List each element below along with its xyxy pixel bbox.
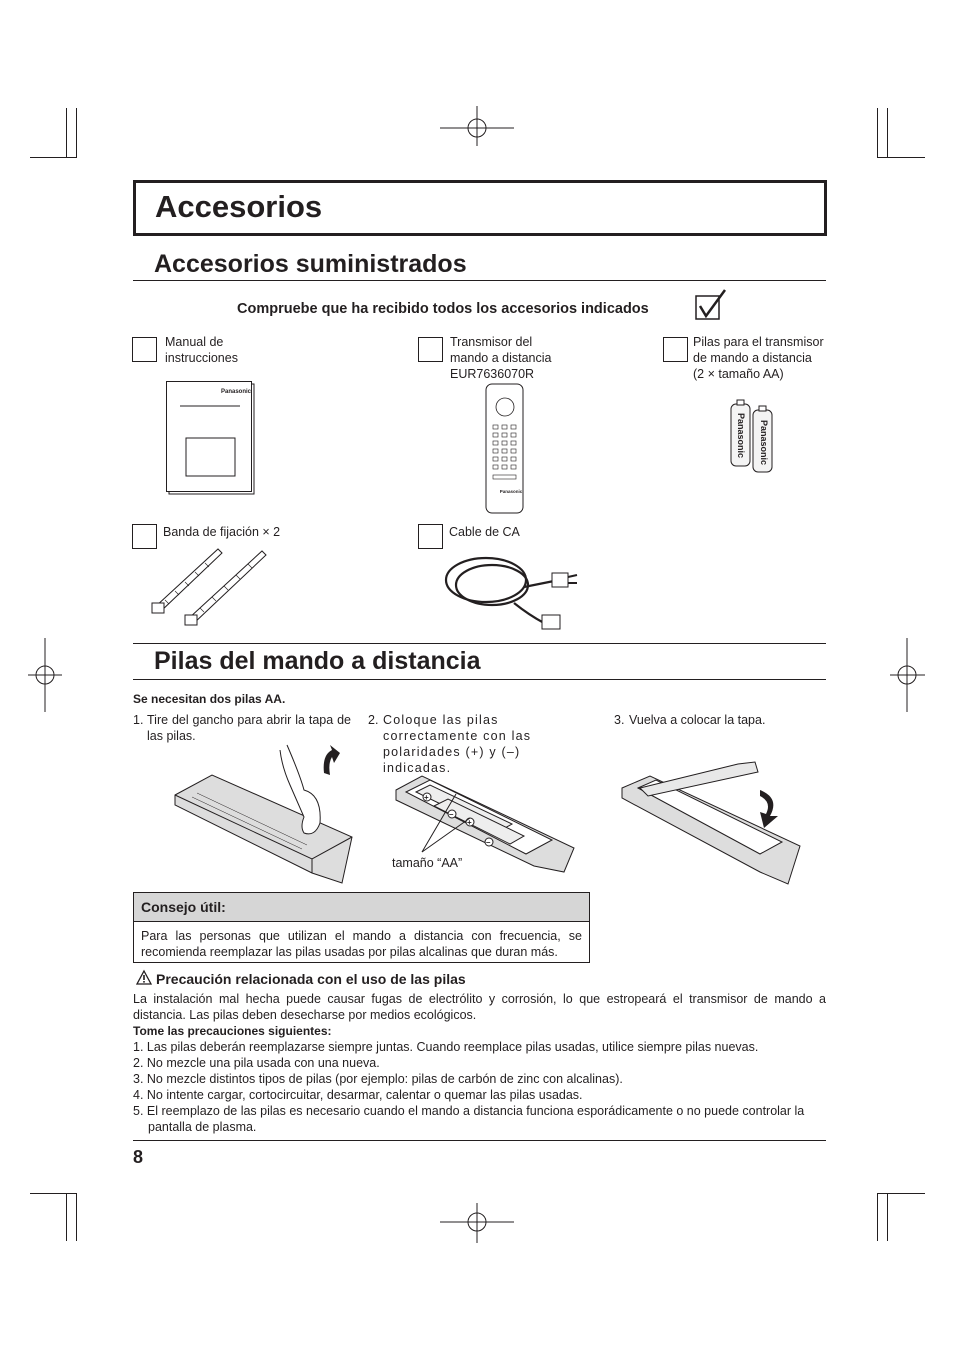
step-3-illustration — [620, 758, 802, 886]
svg-text:+: + — [424, 793, 429, 802]
check-instruction: Compruebe que ha recibido todos los accesorios indicados — [237, 301, 649, 317]
battery-size-label: tamaño “AA” — [392, 856, 463, 870]
tip-heading: Consejo útil: — [141, 899, 226, 915]
warning-icon — [136, 970, 152, 985]
checkmark-icon — [695, 290, 727, 322]
checkbox-batteries[interactable] — [663, 337, 688, 362]
step-1: 1. Tire del gancho para abrir la tapa de las pilas. — [133, 713, 351, 743]
svg-text:–: – — [486, 838, 491, 847]
caution-item: 2. No mezcle una pila usada con una nueva. — [133, 1056, 380, 1070]
caution-list — [133, 1039, 826, 1135]
caution-item: 3. No mezcle distintos tipos de pilas (por ejemplo: pilas de carbón de zinc con alcalinas). — [133, 1072, 623, 1086]
battery-brand-2: Panasonic — [759, 420, 769, 466]
caution-item: 1. Las pilas deberán reemplazarse siempre juntas. Cuando reemplace pilas usadas, utilice siempre pilas nuevas. — [133, 1040, 759, 1054]
page-title: Accesorios — [155, 189, 323, 224]
label-remote: Transmisor del mando a distancia EUR7636070R — [450, 335, 552, 381]
remote-brand: Panasonic — [499, 489, 523, 494]
step-2: 2. Coloque las pilas correctamente con las polaridades (+) y (–) indicadas. — [368, 713, 532, 775]
checkbox-remote[interactable] — [418, 337, 443, 362]
svg-text:+: + — [467, 818, 472, 827]
divider — [133, 679, 826, 680]
battery-brand: Panasonic — [736, 413, 746, 459]
divider — [133, 643, 826, 644]
caution-item: 4. No intente cargar, cortocircuitar, desarmar, calentar o quemar las pilas usadas. — [133, 1088, 583, 1102]
manual-brand: Panasonic — [221, 389, 252, 395]
page-number: 8 — [133, 1147, 144, 1167]
tip-body: Para las personas que utilizan el mando a distancia con frecuencia, se recomienda reemplazar las pilas usadas por pilas alcalinas que duran más. — [141, 929, 582, 959]
tip-box — [133, 892, 590, 963]
ac-cable-illustration — [444, 553, 580, 635]
caution-intro: La instalación mal hecha puede causar fugas de electrólito y corrosión, lo que estropeará el transmisor de mando a distancia. Las pilas deben desecharse por medios ecológicos. — [133, 992, 826, 1022]
caution-subheading: Tome las precauciones siguientes: — [133, 1024, 332, 1038]
svg-text:–: – — [449, 810, 454, 819]
tip-header — [134, 893, 589, 922]
section-heading-supplied: Accesorios suministrados — [154, 250, 467, 278]
manual-illustration — [166, 381, 258, 499]
label-clamps: Banda de fijación × 2 — [163, 525, 281, 539]
remote-illustration — [485, 383, 525, 515]
divider — [133, 280, 826, 281]
caution-heading: Precaución relacionada con el uso de las pilas — [156, 971, 466, 987]
caution-item: 5. El reemplazo de las pilas es necesario cuando el mando a distancia funciona esporádicamente o no puede controlar la pantalla de plasma. — [133, 1104, 805, 1134]
page-title-box — [133, 180, 827, 236]
footer-divider — [133, 1140, 826, 1141]
battery-requirement: Se necesitan dos pilas AA. — [133, 692, 286, 706]
checkbox-ac-cable[interactable] — [418, 524, 443, 549]
label-batteries: Pilas para el transmisor de mando a distancia (2 × tamaño AA) — [693, 335, 824, 381]
section-heading-batteries: Pilas del mando a distancia — [154, 647, 481, 675]
step-1-illustration — [172, 745, 357, 887]
batteries-illustration — [728, 398, 776, 476]
checkbox-manual[interactable] — [132, 337, 157, 362]
clamps-illustration — [150, 545, 275, 630]
label-manual: Manual de instrucciones — [165, 335, 238, 365]
label-ac-cable: Cable de CA — [449, 525, 520, 539]
step-3: 3. Vuelva a colocar la tapa. — [614, 713, 766, 727]
